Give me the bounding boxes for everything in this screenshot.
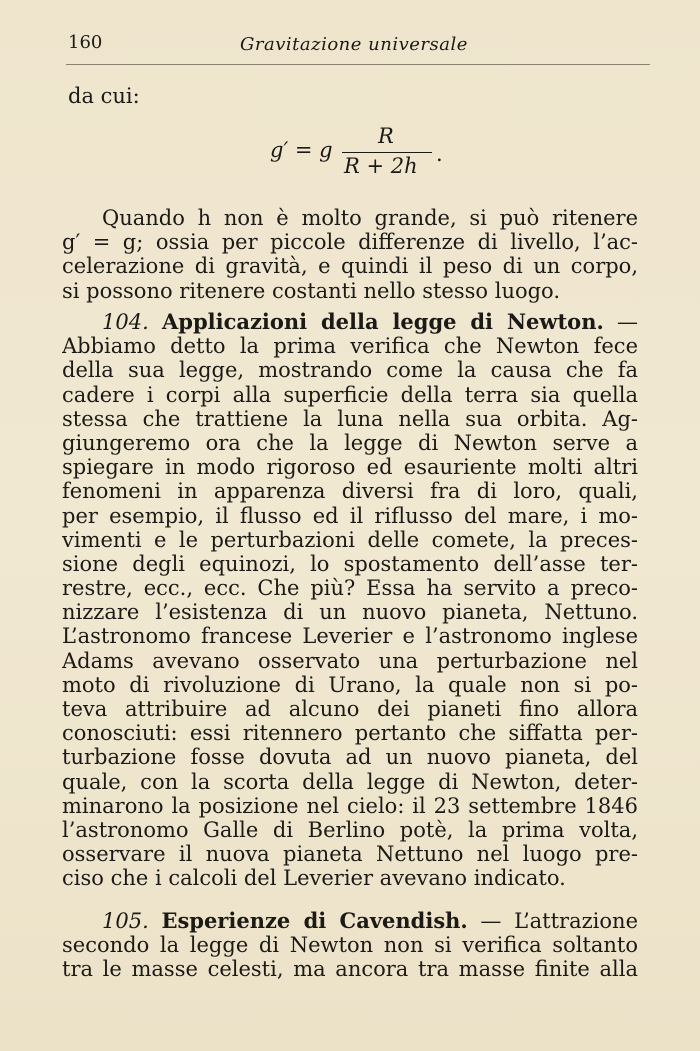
text-line: moto di rivoluzione di Urano, la quale non si po-	[62, 672, 638, 697]
fraction-bar	[342, 152, 432, 153]
text-line: ciso che i calcoli del Leverier avevano indicato.	[62, 866, 566, 891]
text-line: stessa che trattiene la luna nella sua orbita. Ag-	[62, 406, 638, 431]
formula	[270, 122, 470, 182]
text-line: g′ = g; ossia per piccole differenze di livello, l’ac-	[62, 230, 638, 255]
running-title: Gravitazione universale	[240, 34, 468, 55]
text-line: Quando h non è molto grande, si può ritenere	[102, 206, 638, 230]
section-heading	[62, 909, 638, 933]
paragraph-1	[62, 206, 638, 303]
text-line: per esempio, il flusso ed il riflusso del mare, i mo-	[62, 503, 638, 528]
formula-period: .	[436, 142, 443, 166]
formula-denominator: R + 2h	[344, 154, 418, 178]
text-line: Abbiamo detto la prima verifica che Newton fece	[62, 334, 638, 359]
text-line: minarono la posizione nel cielo: il 23 settembre 1846	[62, 793, 638, 818]
section-heading-rest: — L’attrazione	[467, 909, 638, 933]
section-title: Applicazioni della legge di Newton.	[161, 310, 604, 334]
section-title: Esperienze di Cavendish.	[161, 909, 468, 933]
section-number: 104.	[102, 310, 149, 334]
text-line: nizzare l’esistenza di un nuovo pianeta, Nettuno.	[62, 600, 638, 625]
text-line: fenomeni in apparenza diversi fra di loro, quali,	[62, 479, 638, 504]
text-line: sione degli equinozi, lo spostamento dell’asse ter-	[62, 551, 638, 576]
page-number: 160	[68, 32, 103, 53]
section-105	[62, 909, 638, 982]
text-line: quale, con la scorta della legge di Newton, deter-	[62, 769, 638, 794]
lead-text: da cui:	[68, 84, 140, 108]
text-line: secondo la legge di Newton non si verifica soltanto	[62, 933, 638, 958]
text-line: conosciuti: essi ritennero pertanto che siffatta per-	[62, 721, 638, 746]
text-line: turbazione fosse dovuta ad un nuovo pianeta, del	[62, 745, 638, 770]
text-line: vimenti e le perturbazioni delle comete, la preces-	[62, 527, 638, 552]
section-number: 105.	[102, 909, 149, 933]
section-104	[62, 310, 638, 891]
text-line: L’astronomo francese Leverier e l’astronomo inglese	[62, 624, 638, 649]
text-line: l’astronomo Galle di Berlino potè, la prima volta,	[62, 817, 638, 842]
section-heading	[62, 310, 638, 334]
text-line: celerazione di gravità, e quindi il peso di un corpo,	[62, 254, 638, 279]
text-line: si possono ritenere costanti nello stesso luogo.	[62, 278, 561, 303]
text-line: Adams avevano osservato una perturbazione nel	[62, 648, 638, 673]
text-line: tra le masse celesti, ma ancora tra masse finite alla	[62, 957, 638, 982]
text-line: cadere i corpi alla superficie della terra sia quella	[62, 382, 638, 407]
text-line: della sua legge, mostrando come la causa che fa	[62, 358, 638, 383]
formula-numerator: R	[378, 124, 394, 148]
header-rule	[66, 64, 650, 65]
text-line: giungeremo ora che la legge di Newton serve a	[62, 430, 638, 455]
text-line: spiegare in modo rigoroso ed esauriente molti altri	[62, 455, 638, 480]
formula-lhs: g′ = g	[270, 138, 333, 162]
text-line: restre, ecc., ecc. Che più? Essa ha servito a preco-	[62, 576, 638, 601]
text-line: teva attribuire ad alcuno dei pianeti fino allora	[62, 697, 638, 721]
page-header	[62, 30, 642, 60]
text-line: osservare il nuova pianeta Nettuno nel luogo pre-	[62, 842, 638, 867]
section-dash: —	[603, 310, 638, 334]
